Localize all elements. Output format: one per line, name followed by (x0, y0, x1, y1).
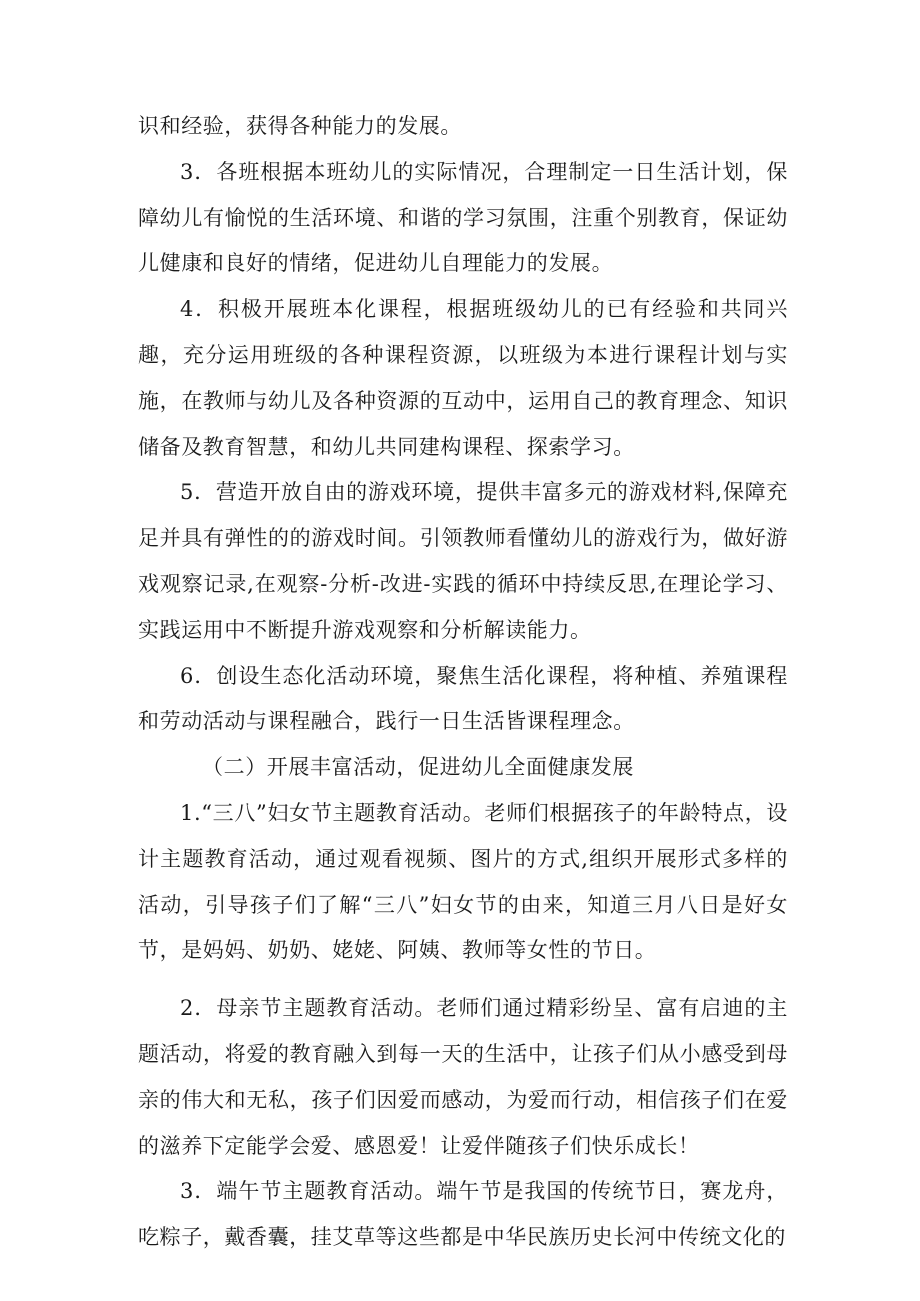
paragraph-item-2-mothers-day: 2．母亲节主题教育活动。老师们通过精彩纷呈、富有启迪的主题活动，将爱的教育融入到每一天的生活中，让孩子们从小感受到母亲的伟大和无私，孩子们因爱而感动，为爱而行动，相信孩子们在爱的滋养下定能学会爱、感恩爱！让爱伴随孩子们快乐成长！ (138, 996, 788, 1158)
paragraph-item-4-class-curriculum: 4．积极开展班本化课程，根据班级幼儿的已有经验和共同兴趣，充分运用班级的各种课程资源，以班级为本进行课程计划与实施，在教师与幼儿及各种资源的互动中，运用自己的教育理念、知识储备及教育智慧，和幼儿共同建构课程、探索学习。 (138, 297, 788, 459)
paragraph-item-6-ecological-environment: 6．创设生态化活动环境，聚焦生活化课程，将种植、养殖课程和劳动活动与课程融合，践行一日生活皆课程理念。 (138, 663, 788, 734)
paragraph-item-1-womens-day: 1.“三八”妇女节主题教育活动。老师们根据孩子的年龄特点，设计主题教育活动，通过观看视频、图片的方式,组织开展形式多样的活动，引导孩子们了解“三八”妇女节的由来，知道三月八日是好女节，是妈妈、奶奶、姥姥、阿姨、教师等女性的节日。 (138, 800, 788, 963)
paragraph-item-3-dragon-boat: 3．端午节主题教育活动。端午节是我国的传统节日，赛龙舟，吃粽子，戴香囊，挂艾草等这些都是中华民族历史长河中传统文化的 (138, 1179, 788, 1250)
section-heading-activities: （二）开展丰富活动，促进幼儿全面健康发展 (202, 755, 634, 780)
paragraph-continuation: 识和经验，获得各种能力的发展。 (138, 114, 462, 138)
paragraph-item-3-daily-plan: 3．各班根据本班幼儿的实际情况，合理制定一日生活计划，保障幼儿有愉悦的生活环境、和谐的学习氛围，注重个别教育，保证幼儿健康和良好的情绪，促进幼儿自理能力的发展。 (138, 159, 788, 276)
paragraph-item-5-play-environment: 5．营造开放自由的游戏环境，提供丰富多元的游戏材料,保障充足并具有弹性的的游戏时间。引领教师看懂幼儿的游戏行为，做好游戏观察记录,在观察-分析-改进-实践的循环中持续反思,在理论学习、实践运用中不断提升游戏观察和分析解读能力。 (138, 480, 788, 642)
document-body (138, 104, 788, 1261)
